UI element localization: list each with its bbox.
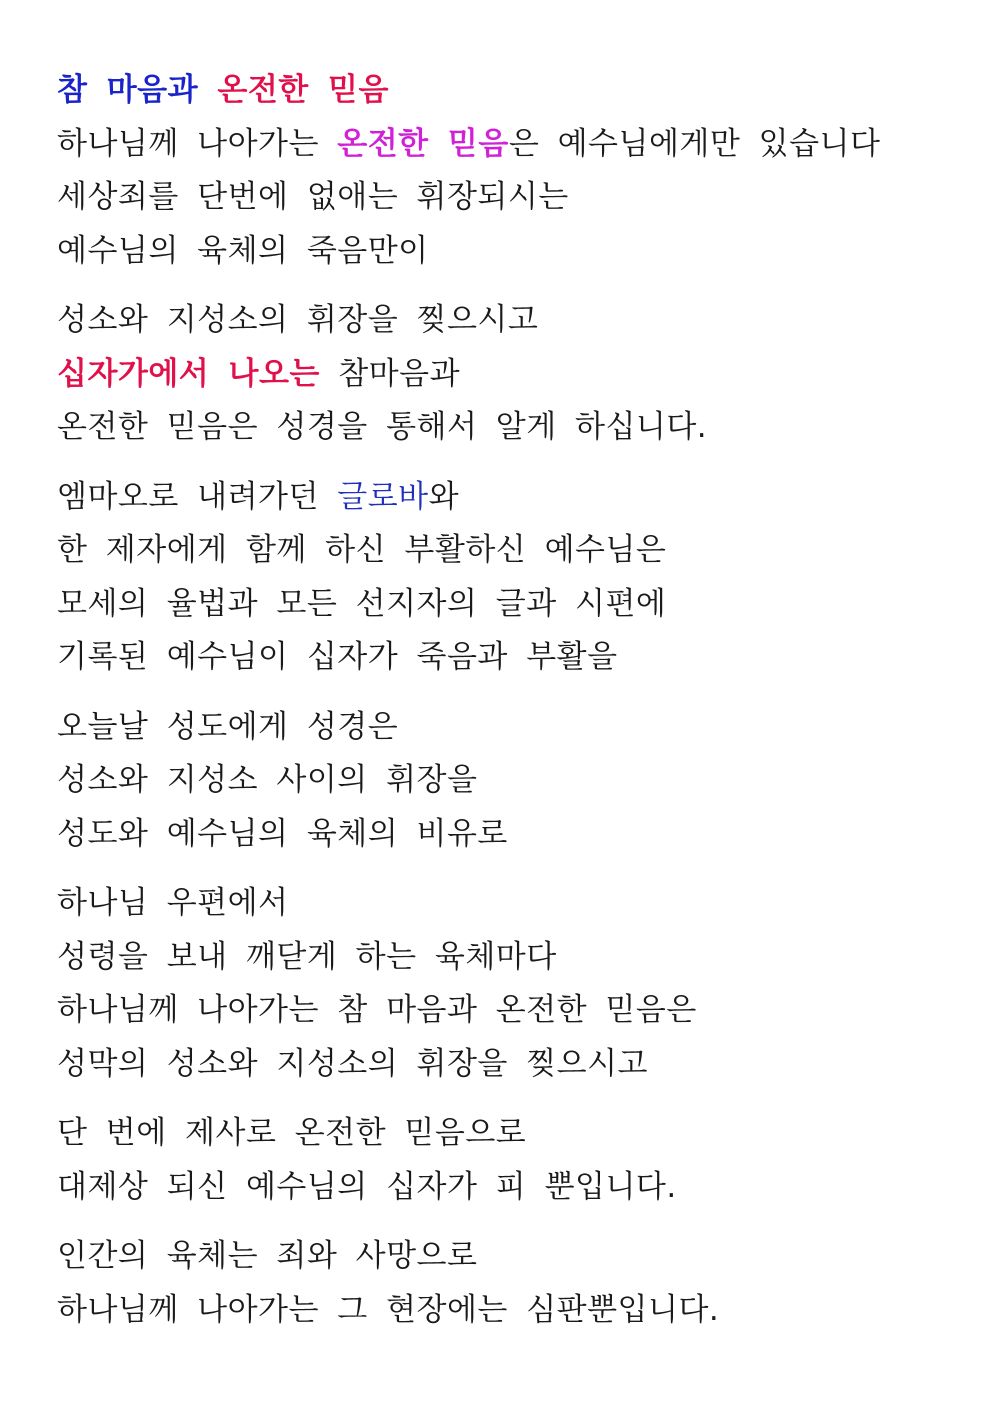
text-segment: 한 제자에게 함께 하신 부활하신 예수님은 [57,532,667,568]
poem-line [57,931,957,985]
text-segment: 엠마오로 내려가던 [57,478,338,515]
text-segment: 예수님의 육체의 죽음만이 [57,232,429,269]
text-segment: 대제상 되신 예수님의 십자가 피 뿐입니다. [57,1168,677,1205]
stanza [57,471,957,685]
text-segment: 은 예수님에게만 있습니다 [508,125,881,162]
text-segment: 성령을 보내 깨닫게 하는 육체마다 [57,938,557,975]
text-segment: 글로바 [337,478,429,515]
poem-title [57,64,957,118]
stanza [57,877,957,1091]
text-segment: 모세의 율법과 모든 선지자의 글과 시편에 [57,585,667,622]
text-segment: 성막의 성소와 지성소의 휘장을 찢으시고 [57,1045,648,1082]
stanza [57,1107,957,1214]
poem-line [57,754,957,808]
text-segment: 하나님께 나아가는 그 현장에는 심판뿐입니다. [57,1291,720,1328]
poem-document [57,64,957,1353]
poem-line [57,171,957,225]
text-segment: 참마음과 [319,355,461,392]
poem-line [57,1038,957,1092]
text-segment: 성도와 예수님의 육체의 비유로 [57,815,508,852]
poem-line [57,877,957,931]
poem-line [57,701,957,755]
text-segment: 십자가에서 나오는 [57,355,320,392]
text-segment: 참 마음과 [57,72,218,108]
text-segment: 단 번에 제사로 온전한 믿음으로 [57,1115,527,1151]
poem-line [57,1230,957,1284]
poem-line [57,294,957,348]
text-segment: 하나님 우편에서 [57,885,289,921]
poem-line [57,524,957,578]
stanza [57,64,957,278]
stanza [57,701,957,862]
poem-line [57,348,957,402]
text-segment: 세상죄를 단번에 없애는 휘장되시는 [57,179,569,215]
text-segment: 하나님께 나아가는 참 마음과 온전한 믿음은 [57,992,697,1028]
poem-line [57,401,957,455]
text-segment: 온전한 믿음 [337,125,509,162]
text-segment: 온전한 믿음은 성경을 통해서 알게 하십니다. [57,409,708,445]
text-segment: 성소와 지성소의 휘장을 찢으시고 [57,302,539,338]
text-segment: 기록된 예수님이 십자가 죽음과 부활을 [57,639,618,675]
poem-line [57,631,957,685]
poem-line [57,225,957,279]
poem-line [57,118,957,172]
text-segment: 인간의 육체는 죄와 사망으로 [57,1238,478,1274]
text-segment: 온전한 믿음 [217,72,389,108]
text-segment: 하나님께 나아가는 [57,125,338,162]
poem-line [57,578,957,632]
stanza [57,1230,957,1337]
poem-line [57,1161,957,1215]
poem-line [57,471,957,525]
poem-line [57,1284,957,1338]
text-segment: 성소와 지성소 사이의 휘장을 [57,762,478,798]
text-segment: 와 [428,478,460,515]
poem-line [57,808,957,862]
poem-line [57,1107,957,1161]
poem-line [57,984,957,1038]
stanza [57,294,957,455]
text-segment: 오늘날 성도에게 성경은 [57,708,399,745]
